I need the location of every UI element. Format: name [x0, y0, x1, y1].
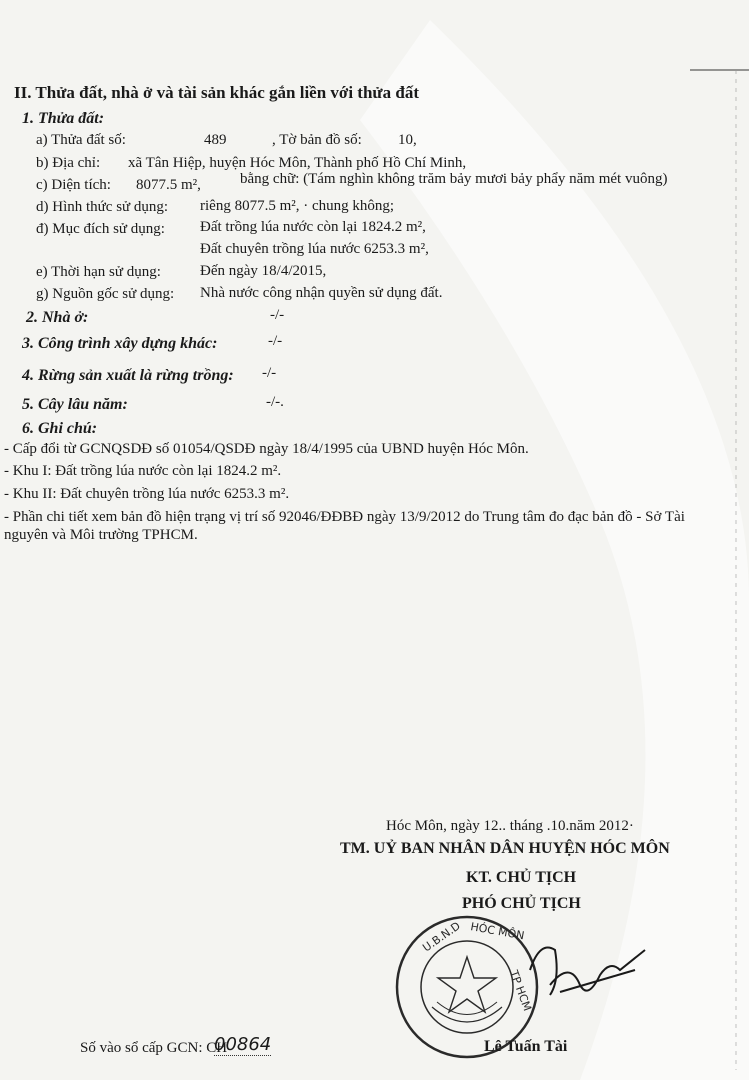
construction-heading: 3. Công trình xây dựng khác: [22, 335, 218, 352]
map-sheet-label: , Tờ bản đồ số: [272, 132, 362, 148]
origin-label: g) Nguồn gốc sử dụng: [36, 286, 175, 302]
area-value: 8077.5 m², [136, 177, 201, 193]
signer-name: Lê Tuấn Tài [484, 1038, 568, 1055]
svg-text:TP HCM: TP HCM [507, 968, 534, 1013]
handwritten-signature [500, 930, 650, 1010]
cert-number-label: Số vào sổ cấp GCN: CH [80, 1040, 228, 1056]
usage-form-value: riêng 8077.5 m², · chung không; [200, 198, 395, 214]
construction-value: -/- [268, 333, 283, 349]
forest-heading: 4. Rừng sản xuất là rừng trồng: [22, 367, 234, 384]
address-value: xã Tân Hiệp, huyện Hóc Môn, Thành phố Hồ Chí Minh, [128, 155, 467, 171]
sign-role-1: KT. CHỦ TỊCH [466, 869, 577, 886]
map-sheet-value: 10, [398, 132, 417, 148]
sign-organization: TM. UỶ BAN NHÂN DÂN HUYỆN HÓC MÔN [340, 840, 670, 857]
area-in-words: bằng chữ: (Tám nghìn không trăm bảy mươi bảy phẩy năm mét vuông) [240, 171, 668, 187]
area-label: c) Diện tích: [36, 177, 111, 193]
perennial-heading: 5. Cây lâu năm: [22, 396, 128, 413]
origin-value: Nhà nước công nhận quyền sử dụng đất. [200, 285, 443, 301]
usage-purpose-value-1: Đất trồng lúa nước còn lại 1824.2 m², [200, 219, 426, 235]
usage-term-value: Đến ngày 18/4/2015, [200, 263, 327, 279]
notes-line-1: - Cấp đổi từ GCNQSDĐ số 01054/QSDĐ ngày 18/4/1995 của UBND huyện Hóc Môn. [4, 441, 529, 457]
perennial-value: -/-. [266, 394, 284, 410]
notes-line-3: - Khu II: Đất chuyên trồng lúa nước 6253.3 m². [4, 486, 290, 502]
usage-purpose-value-2: Đất chuyên trồng lúa nước 6253.3 m², [200, 241, 429, 257]
section-title: II. Thửa đất, nhà ở và tài sản khác gắn liền với thửa đất [14, 83, 419, 102]
notes-line-5: nguyên và Môi trường TPHCM. [4, 527, 198, 543]
notes-line-4: - Phần chi tiết xem bản đồ hiện trạng vị trí số 92046/ĐĐBĐ ngày 13/9/2012 do Trung tâm đo đạc bản đồ - Sở Tài [4, 509, 685, 525]
land-heading: 1. Thửa đất: [22, 110, 105, 127]
forest-value: -/- [262, 365, 277, 381]
sign-role-2: PHÓ CHỦ TỊCH [462, 895, 581, 912]
land-number-value: 489 [204, 132, 227, 148]
usage-form-label: d) Hình thức sử dụng: [36, 199, 169, 215]
sign-date: Hóc Môn, ngày 12.. tháng .10.năm 2012· [386, 818, 634, 834]
usage-term-label: e) Thời hạn sử dụng: [36, 264, 161, 280]
address-label: b) Địa chỉ: [36, 155, 101, 171]
house-heading: 2. Nhà ở: [26, 309, 89, 326]
land-number-label: a) Thửa đất số: [36, 132, 126, 148]
svg-text:U.B.N.D: U.B.N.D [420, 919, 463, 955]
house-value: -/- [270, 307, 285, 323]
usage-purpose-label: đ) Mục đích sử dụng: [36, 221, 165, 237]
notes-line-2: - Khu I: Đất trồng lúa nước còn lại 1824.2 m². [4, 463, 282, 479]
cert-number-value: 00864 [214, 1034, 272, 1055]
svg-text:HÓC MÔN: HÓC MÔN [469, 920, 526, 943]
notes-heading: 6. Ghi chú: [22, 420, 98, 437]
